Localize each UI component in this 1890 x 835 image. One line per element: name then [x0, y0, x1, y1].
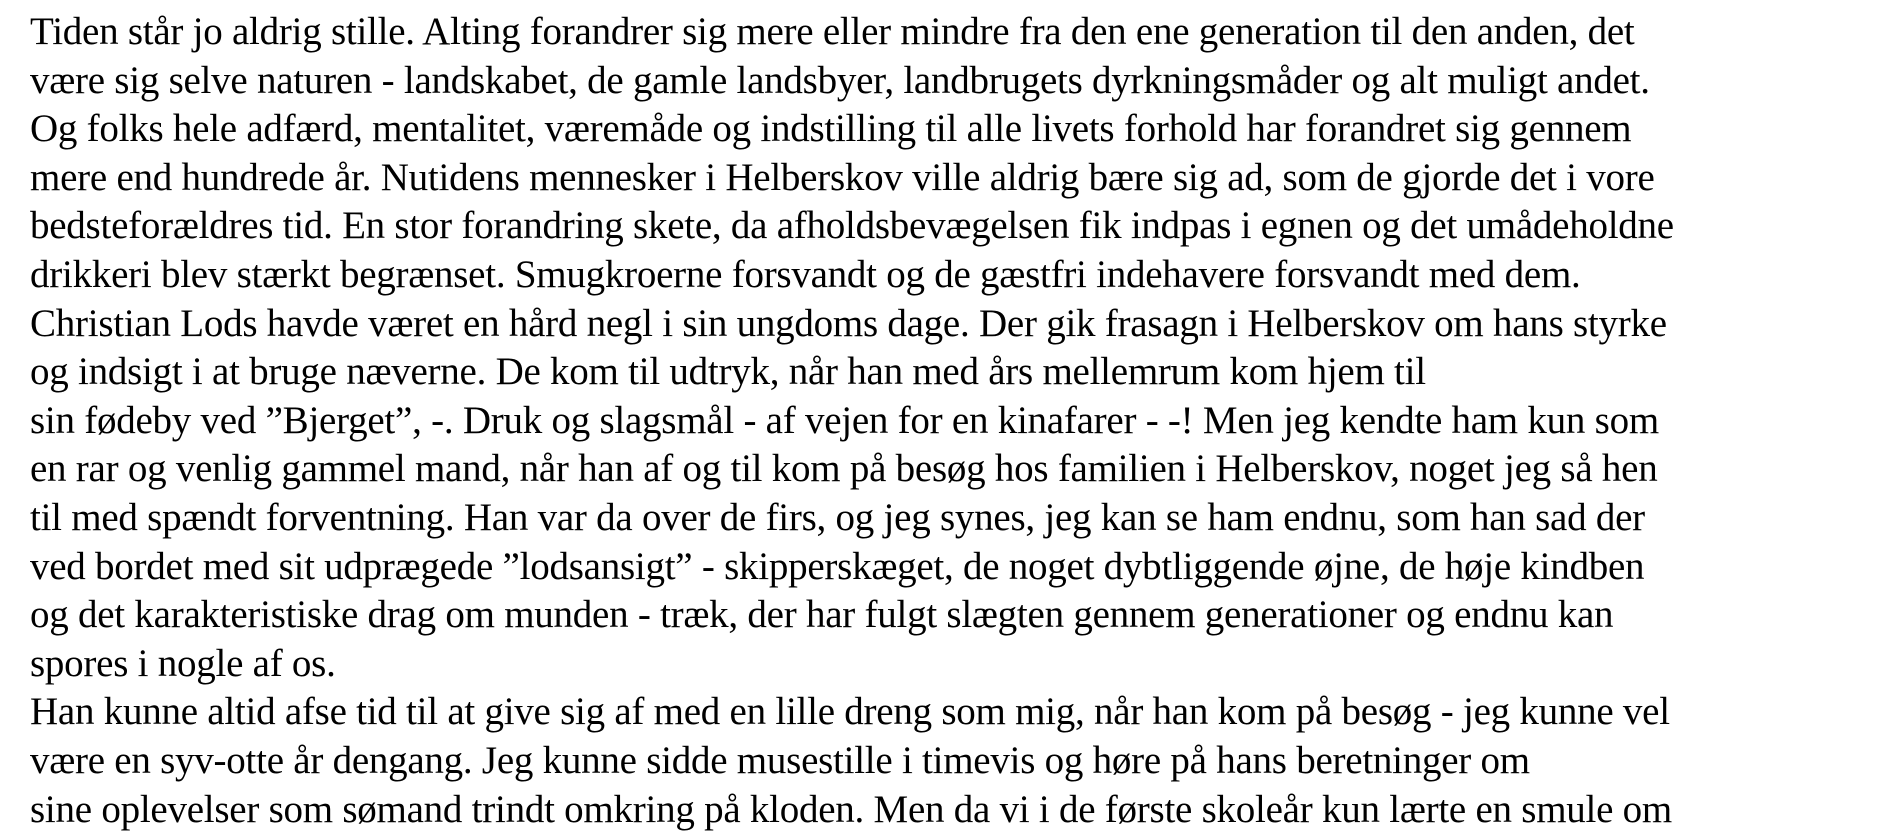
- document-page: [30, 8, 1880, 834]
- text-line-15: Han kunne altid afse tid til at give sig af med en lille dreng som mig, når han kom på besøg - jeg kunne vel: [30, 690, 1670, 734]
- text-line-13: og det karakteristiske drag om munden - træk, der har fulgt slægten gennem generationer og endnu kan: [30, 593, 1614, 637]
- text-line-11: til med spændt forventning. Han var da over de firs, og jeg synes, jeg kan se ham endnu, som han sad der: [30, 495, 1645, 539]
- text-line-3: Og folks hele adfærd, mentalitet, væremåde og indstilling til alle livets forhold har forandret sig gennem: [30, 107, 1632, 151]
- text-line-5: bedsteforældres tid. En stor forandring skete, da afholdsbevægelsen fik indpas i egnen og det umådeholdne: [30, 204, 1674, 248]
- text-line-9: sin fødeby ved ”Bjerget”, -. Druk og slagsmål - af vejen for en kinafarer - -! Men jeg kendte ham kun som: [30, 398, 1659, 442]
- text-line-10: en rar og venlig gammel mand, når han af og til kom på besøg hos familien i Helberskov, noget jeg så hen: [30, 447, 1658, 491]
- text-line-17: sine oplevelser som sømand trindt omkring på kloden. Men da vi i de første skoleår kun lærte en smule om: [30, 787, 1673, 831]
- text-line-8: og indsigt i at bruge næverne. De kom til udtryk, når han med års mellemrum kom hjem til: [30, 350, 1426, 394]
- text-line-14: spores i nogle af os.: [30, 641, 336, 685]
- text-line-6: drikkeri blev stærkt begrænset. Smugkroerne forsvandt og de gæstfri indehavere forsvandt med dem.: [30, 252, 1581, 296]
- text-line-12: ved bordet med sit udprægede ”lodsansigt” - skipperskæget, de noget dybtliggende øjne, de høje kindben: [30, 544, 1645, 588]
- text-line-4: mere end hundrede år. Nutidens mennesker i Helberskov ville aldrig bære sig ad, som de gjorde det i vore: [30, 155, 1655, 199]
- text-line-7: Christian Lods havde været en hård negl i sin ungdoms dage. Der gik frasagn i Helberskov om hans styrke: [30, 301, 1667, 345]
- text-line-1: Tiden står jo aldrig stille. Alting forandrer sig mere eller mindre fra den ene generation til den anden, det: [30, 10, 1635, 53]
- text-line-16: være en syv-otte år dengang. Jeg kunne sidde musestille i timevis og høre på hans beretninger om: [30, 738, 1530, 782]
- text-line-2: være sig selve naturen - landskabet, de gamle landsbyer, landbrugets dyrkningsmåder og alt muligt andet.: [30, 58, 1650, 102]
